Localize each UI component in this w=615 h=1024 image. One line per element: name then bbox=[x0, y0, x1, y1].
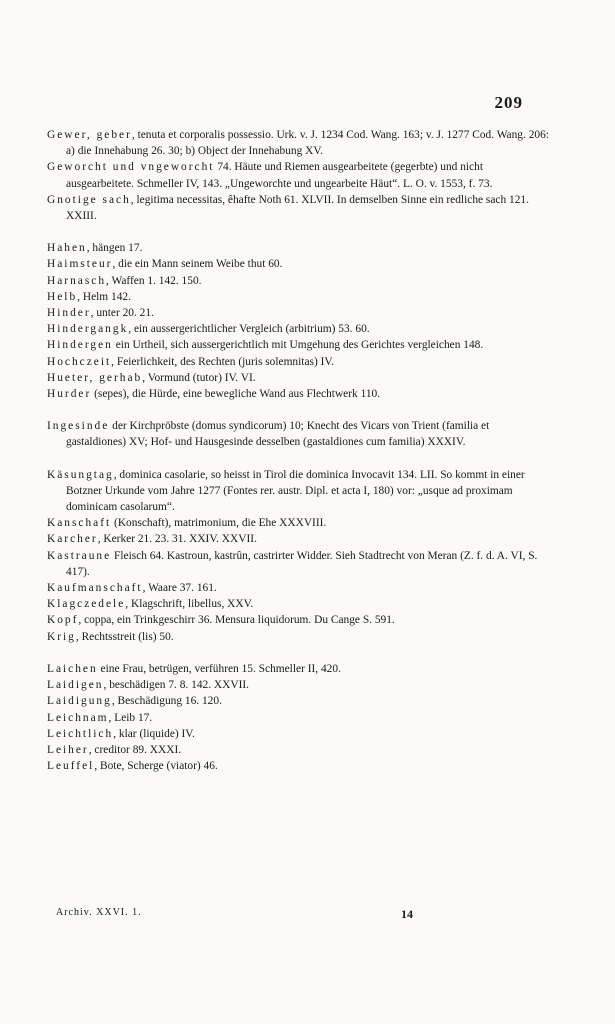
entry-lemma: Kopf bbox=[47, 614, 79, 627]
glossary-entry bbox=[47, 159, 549, 191]
entry-lemma: Hueter, gerhab bbox=[47, 371, 143, 384]
entry-lemma: Hahen bbox=[47, 242, 87, 255]
glossary-entry bbox=[47, 305, 549, 321]
entry-lemma: Helb bbox=[47, 290, 78, 303]
glossary-entry bbox=[47, 629, 549, 645]
entry-text: (sepes), die Hürde, eine bewegliche Wand aus Flechtwerk 110. bbox=[91, 388, 381, 401]
entry-lemma: Leuffel bbox=[47, 760, 95, 773]
section-gap bbox=[47, 645, 549, 661]
entry-text: 74. Häute und Riemen ausgearbeitete (gegerbte) und nicht ausgearbeitete. Schmeller IV, 143. „Ungeworchte und ungearbeite Häut“. L. O. v. 1553, f. 73. bbox=[66, 161, 493, 190]
entry-text: , Leib 17. bbox=[108, 711, 153, 724]
entry-lemma: Gewer, geber bbox=[47, 129, 132, 141]
glossary-entry bbox=[47, 370, 549, 386]
glossary-entry bbox=[47, 742, 549, 758]
glossary-entry bbox=[47, 710, 549, 726]
glossary-entry bbox=[47, 531, 549, 547]
entry-text: , die ein Mann seinem Weibe thut 60. bbox=[112, 258, 283, 271]
entry-lemma: Laichen bbox=[47, 662, 98, 675]
entry-lemma: Hurder bbox=[47, 388, 92, 401]
entry-lemma: Leichtlich bbox=[47, 727, 114, 740]
page-number: 209 bbox=[494, 93, 523, 112]
glossary-entry bbox=[47, 386, 549, 402]
entry-text: , Helm 142. bbox=[77, 290, 131, 303]
entry-lemma: Klagczedele bbox=[47, 598, 126, 611]
entry-text: , Kerker 21. 23. 31. XXIV. XXVII. bbox=[97, 533, 257, 546]
entry-text: ein Urtheil, sich aussergerichtlich mit Umgehung des Gerichtes vergleichen 148. bbox=[112, 339, 484, 352]
glossary-entry bbox=[47, 580, 549, 596]
glossary-entry bbox=[47, 289, 549, 305]
entry-lemma: Kanschaft bbox=[47, 517, 112, 530]
entry-lemma: Karcher bbox=[47, 533, 98, 546]
entry-text: , coppa, ein Trinkgeschirr 36. Mensura liquidorum. Du Cange S. 591. bbox=[78, 614, 395, 627]
entry-lemma: Gnotige sach bbox=[47, 193, 131, 206]
glossary-entry bbox=[47, 515, 549, 531]
entry-text: , dominica casolarie, so heisst in Tirol die dominica Invocavit 134. LII. So kommt in einer Botzner Urkunde vom Jahre 1277 (Fontes rer. austr. Dipl. et acta I, 180) vor: „usque ad proximam dominicam casolarum“. bbox=[66, 468, 525, 514]
entry-text: , Klagschrift, libellus, XXV. bbox=[125, 598, 254, 611]
entry-lemma: Kastraune bbox=[47, 549, 112, 562]
entry-text: Fleisch 64. Kastroun, kastrûn, castrirter Widder. Sieh Stadtrecht von Meran (Z. f. d. A. VI, S. 417). bbox=[66, 549, 538, 578]
entry-lemma: Hinder bbox=[47, 307, 91, 320]
glossary-entry bbox=[47, 273, 549, 289]
entry-text: , hängen 17. bbox=[86, 242, 143, 255]
entry-lemma: Hochczeit bbox=[47, 355, 112, 368]
entry-lemma: Kaufmanschaft bbox=[47, 582, 143, 595]
entry-lemma: Harnasch bbox=[47, 274, 107, 287]
entry-lemma: Leiher bbox=[47, 743, 89, 756]
entry-text: (Konschaft), matrimonium, die Ehe XXXVIII. bbox=[111, 517, 327, 530]
entry-text: der Kirchpröbste (domus syndicorum) 10; Knecht des Vicars von Trient (familia et gastaldiones) XV; Hof- und Hausgesinde desselben (gastaldiones cum familia) XXXIV. bbox=[66, 420, 490, 449]
glossary-entry bbox=[47, 354, 549, 370]
footer-sheet-number: 14 bbox=[401, 907, 413, 921]
glossary-entry bbox=[47, 612, 549, 628]
entry-lemma: Haimsteur bbox=[47, 258, 113, 271]
glossary-entry bbox=[47, 321, 549, 337]
section-gap bbox=[47, 402, 549, 418]
glossary-entry bbox=[47, 240, 549, 256]
glossary-entry bbox=[47, 596, 549, 612]
entry-lemma: Käsungtag bbox=[47, 468, 114, 481]
glossary-entry bbox=[47, 418, 549, 450]
entry-lemma: Hindergen bbox=[47, 339, 113, 352]
glossary-entry bbox=[47, 337, 549, 353]
glossary-entry bbox=[47, 661, 549, 677]
entry-text: , Waare 37. 161. bbox=[142, 582, 217, 595]
glossary-entry bbox=[47, 693, 549, 709]
entry-text: , Waffen 1. 142. 150. bbox=[106, 274, 202, 287]
entry-text: , legitima necessitas, êhafte Noth 61. XLVII. In demselben Sinne ein redliche sach 121. XXIII. bbox=[66, 193, 529, 223]
entry-lemma: Geworcht und vngeworcht bbox=[47, 161, 215, 174]
entry-text: , Vormund (tutor) IV. VI. bbox=[142, 371, 256, 384]
entry-text: , tenuta et corporalis possessio. Urk. v. J. 1234 Cod. Wang. 163; v. J. 1277 Cod. Wang. 206: a) die Innehabung 26. 30; b) Object der Innehabung XV. bbox=[66, 129, 549, 158]
entry-lemma: Krig bbox=[47, 630, 76, 643]
entry-text: , Rechtsstreit (lis) 50. bbox=[75, 630, 174, 643]
entry-text: , Feierlichkeit, des Rechten (juris solemnitas) IV. bbox=[111, 355, 334, 368]
glossary-entry bbox=[47, 256, 549, 272]
glossary-entry bbox=[47, 758, 549, 774]
glossary-entry bbox=[47, 467, 549, 516]
entry-text: , creditor 89. XXXI. bbox=[88, 743, 182, 756]
entry-lemma: Laidigung bbox=[47, 695, 112, 708]
entry-lemma: Hindergangk bbox=[47, 323, 129, 336]
entry-text: , Beschädigung 16. 120. bbox=[111, 695, 222, 708]
entry-text: , unter 20. 21. bbox=[90, 307, 154, 320]
entry-lemma: Laidigen bbox=[47, 679, 104, 692]
footer-signature: Archiv. XXVI. 1. bbox=[56, 907, 142, 918]
glossary-body bbox=[47, 127, 549, 774]
glossary-entry bbox=[47, 548, 549, 580]
entry-text: , beschädigen 7. 8. 142. XXVII. bbox=[103, 679, 250, 692]
section-gap bbox=[47, 224, 549, 240]
entry-text: eine Frau, betrügen, verführen 15. Schmeller II, 420. bbox=[97, 662, 341, 675]
glossary-entry bbox=[47, 677, 549, 693]
entry-text: , ein aussergerichtlicher Vergleich (arbitrium) 53. 60. bbox=[128, 323, 370, 336]
glossary-entry bbox=[47, 192, 549, 224]
entry-lemma: Ingesinde bbox=[47, 420, 110, 433]
entry-text: , klar (liquide) IV. bbox=[113, 727, 195, 740]
entry-lemma: Leichnam bbox=[47, 711, 109, 724]
section-gap bbox=[47, 451, 549, 467]
glossary-entry bbox=[47, 127, 549, 159]
entry-text: , Bote, Scherge (viator) 46. bbox=[94, 760, 218, 773]
glossary-entry bbox=[47, 726, 549, 742]
